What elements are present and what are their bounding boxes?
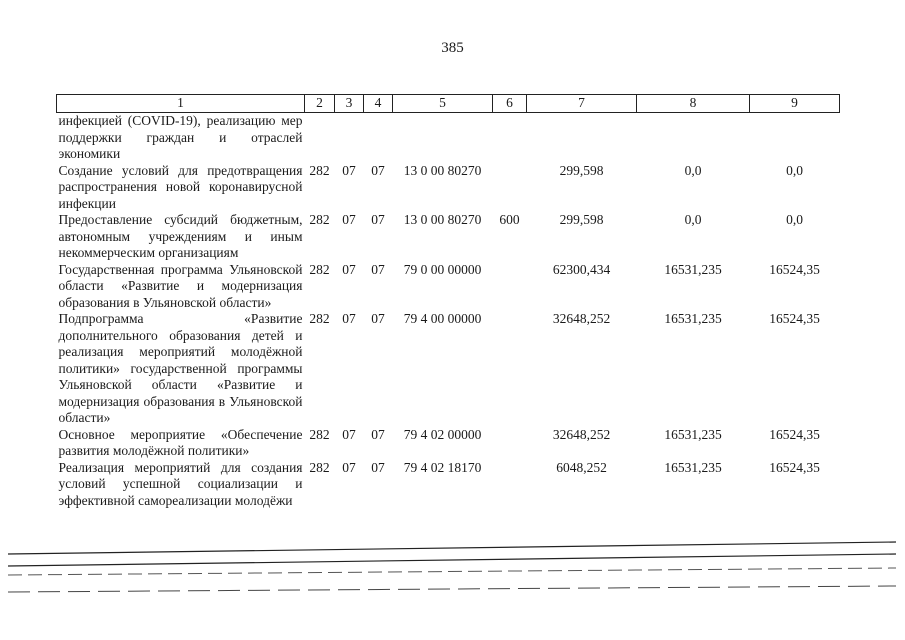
cell-expense-type <box>493 460 527 510</box>
column-header: 3 <box>335 95 364 113</box>
table-row <box>57 427 840 460</box>
cell-amount-col7: 299,598 <box>559 212 604 227</box>
cell-amount-col7: 62300,434 <box>552 261 611 277</box>
cell-expense-type <box>493 311 527 427</box>
cell-subsection: 07 <box>371 459 385 475</box>
cell-subsection: 07 <box>371 212 385 227</box>
cut-line <box>8 542 896 554</box>
cell-amount-col8: 16531,235 <box>664 459 722 475</box>
page-number: 385 <box>441 40 464 56</box>
column-header: 2 <box>305 95 335 113</box>
cell-section: 07 <box>342 459 356 475</box>
cell-target-article: 79 4 02 18170 <box>403 459 482 475</box>
row-name: Реализация мероприятий для создания условий успешной социализации и эффективной самореализации молодёжи <box>58 459 303 508</box>
cell-amount-col8: 16531,235 <box>664 426 722 442</box>
row-name: инфекцией (COVID-19), реализацию мер поддержки граждан и отраслей экономики <box>58 113 303 161</box>
cell-admin-code: 282 <box>309 311 330 326</box>
cell-expense-type <box>493 262 527 312</box>
column-header: 7 <box>527 95 637 113</box>
table-row <box>57 460 840 510</box>
cell-amount-col7: 299,598 <box>559 162 604 178</box>
column-header: 5 <box>393 95 493 113</box>
cell-section: 07 <box>342 426 356 442</box>
row-name: Предоставление субсидий бюджетным, автономным учреждениям и иным некоммерческим организациям <box>58 212 303 260</box>
header-row <box>57 95 840 113</box>
cell-admin-code: 282 <box>309 212 330 227</box>
row-name: Подпрограмма «Развитие дополнительного образования детей и реализация мероприятий молодёжной политики» государственной программы Ульяновской области «Развитие и модернизация образования в Ульяновской области» <box>58 311 303 425</box>
column-header: 6 <box>493 95 527 113</box>
row-name: Создание условий для предотвращения распространения новой коронавирусной инфекции <box>58 162 303 211</box>
cell-section: 07 <box>342 261 356 277</box>
budget-table <box>56 94 840 509</box>
cell-amount-col8: 16531,235 <box>664 311 722 326</box>
table-row <box>57 262 840 312</box>
page-cut-lines <box>0 530 905 600</box>
cell-admin-code: 282 <box>309 261 330 277</box>
cell-amount-col7: 6048,252 <box>556 459 607 475</box>
table-row <box>57 311 840 427</box>
column-header: 8 <box>637 95 750 113</box>
table-row-continuation <box>57 113 840 163</box>
cell-section: 07 <box>342 212 356 227</box>
cell-amount-col7: 32648,252 <box>552 311 611 326</box>
cell-target-article: 79 4 02 00000 <box>403 426 482 442</box>
row-name: Государственная программа Ульяновской области «Развитие и модернизация образования в Ульяновской области» <box>58 261 303 310</box>
cell-subsection: 07 <box>371 426 385 442</box>
cell-amount-col8: 0,0 <box>684 212 702 227</box>
cell-target-article: 79 4 00 00000 <box>403 311 482 326</box>
column-header: 9 <box>750 95 840 113</box>
cell-target-article: 13 0 00 80270 <box>403 162 482 178</box>
cell-expense-type <box>493 163 527 213</box>
row-name: Основное мероприятие «Обеспечение развития молодёжной политики» <box>58 426 303 458</box>
cell-subsection: 07 <box>371 311 385 326</box>
cell-amount-col9: 0,0 <box>786 162 803 178</box>
cut-line <box>8 554 896 566</box>
cell-admin-code: 282 <box>309 459 330 475</box>
cell-expense-type: 600 <box>499 212 520 227</box>
table-row <box>57 212 840 262</box>
cell-admin-code: 282 <box>309 162 330 178</box>
cell-amount-col9: 16524,35 <box>769 261 820 277</box>
column-header: 4 <box>364 95 393 113</box>
cell-admin-code: 282 <box>309 426 330 442</box>
cell-target-article: 13 0 00 80270 <box>403 212 482 227</box>
cell-amount-col8: 16531,235 <box>664 261 722 277</box>
cut-line <box>8 568 896 575</box>
cell-section: 07 <box>342 311 356 326</box>
cell-amount-col9: 16524,35 <box>769 311 820 326</box>
cut-line <box>8 586 896 592</box>
cell-target-article: 79 0 00 00000 <box>403 261 482 277</box>
cell-amount-col8: 0,0 <box>684 162 702 178</box>
cell-section: 07 <box>342 162 356 178</box>
cell-expense-type <box>493 427 527 460</box>
cell-amount-col9: 0,0 <box>786 212 803 227</box>
cell-amount-col7: 32648,252 <box>552 426 611 442</box>
cell-subsection: 07 <box>371 261 385 277</box>
column-header: 1 <box>57 95 305 113</box>
table-row <box>57 163 840 213</box>
cell-amount-col9: 16524,35 <box>769 426 820 442</box>
cell-amount-col9: 16524,35 <box>769 459 820 475</box>
cell-subsection: 07 <box>371 162 385 178</box>
